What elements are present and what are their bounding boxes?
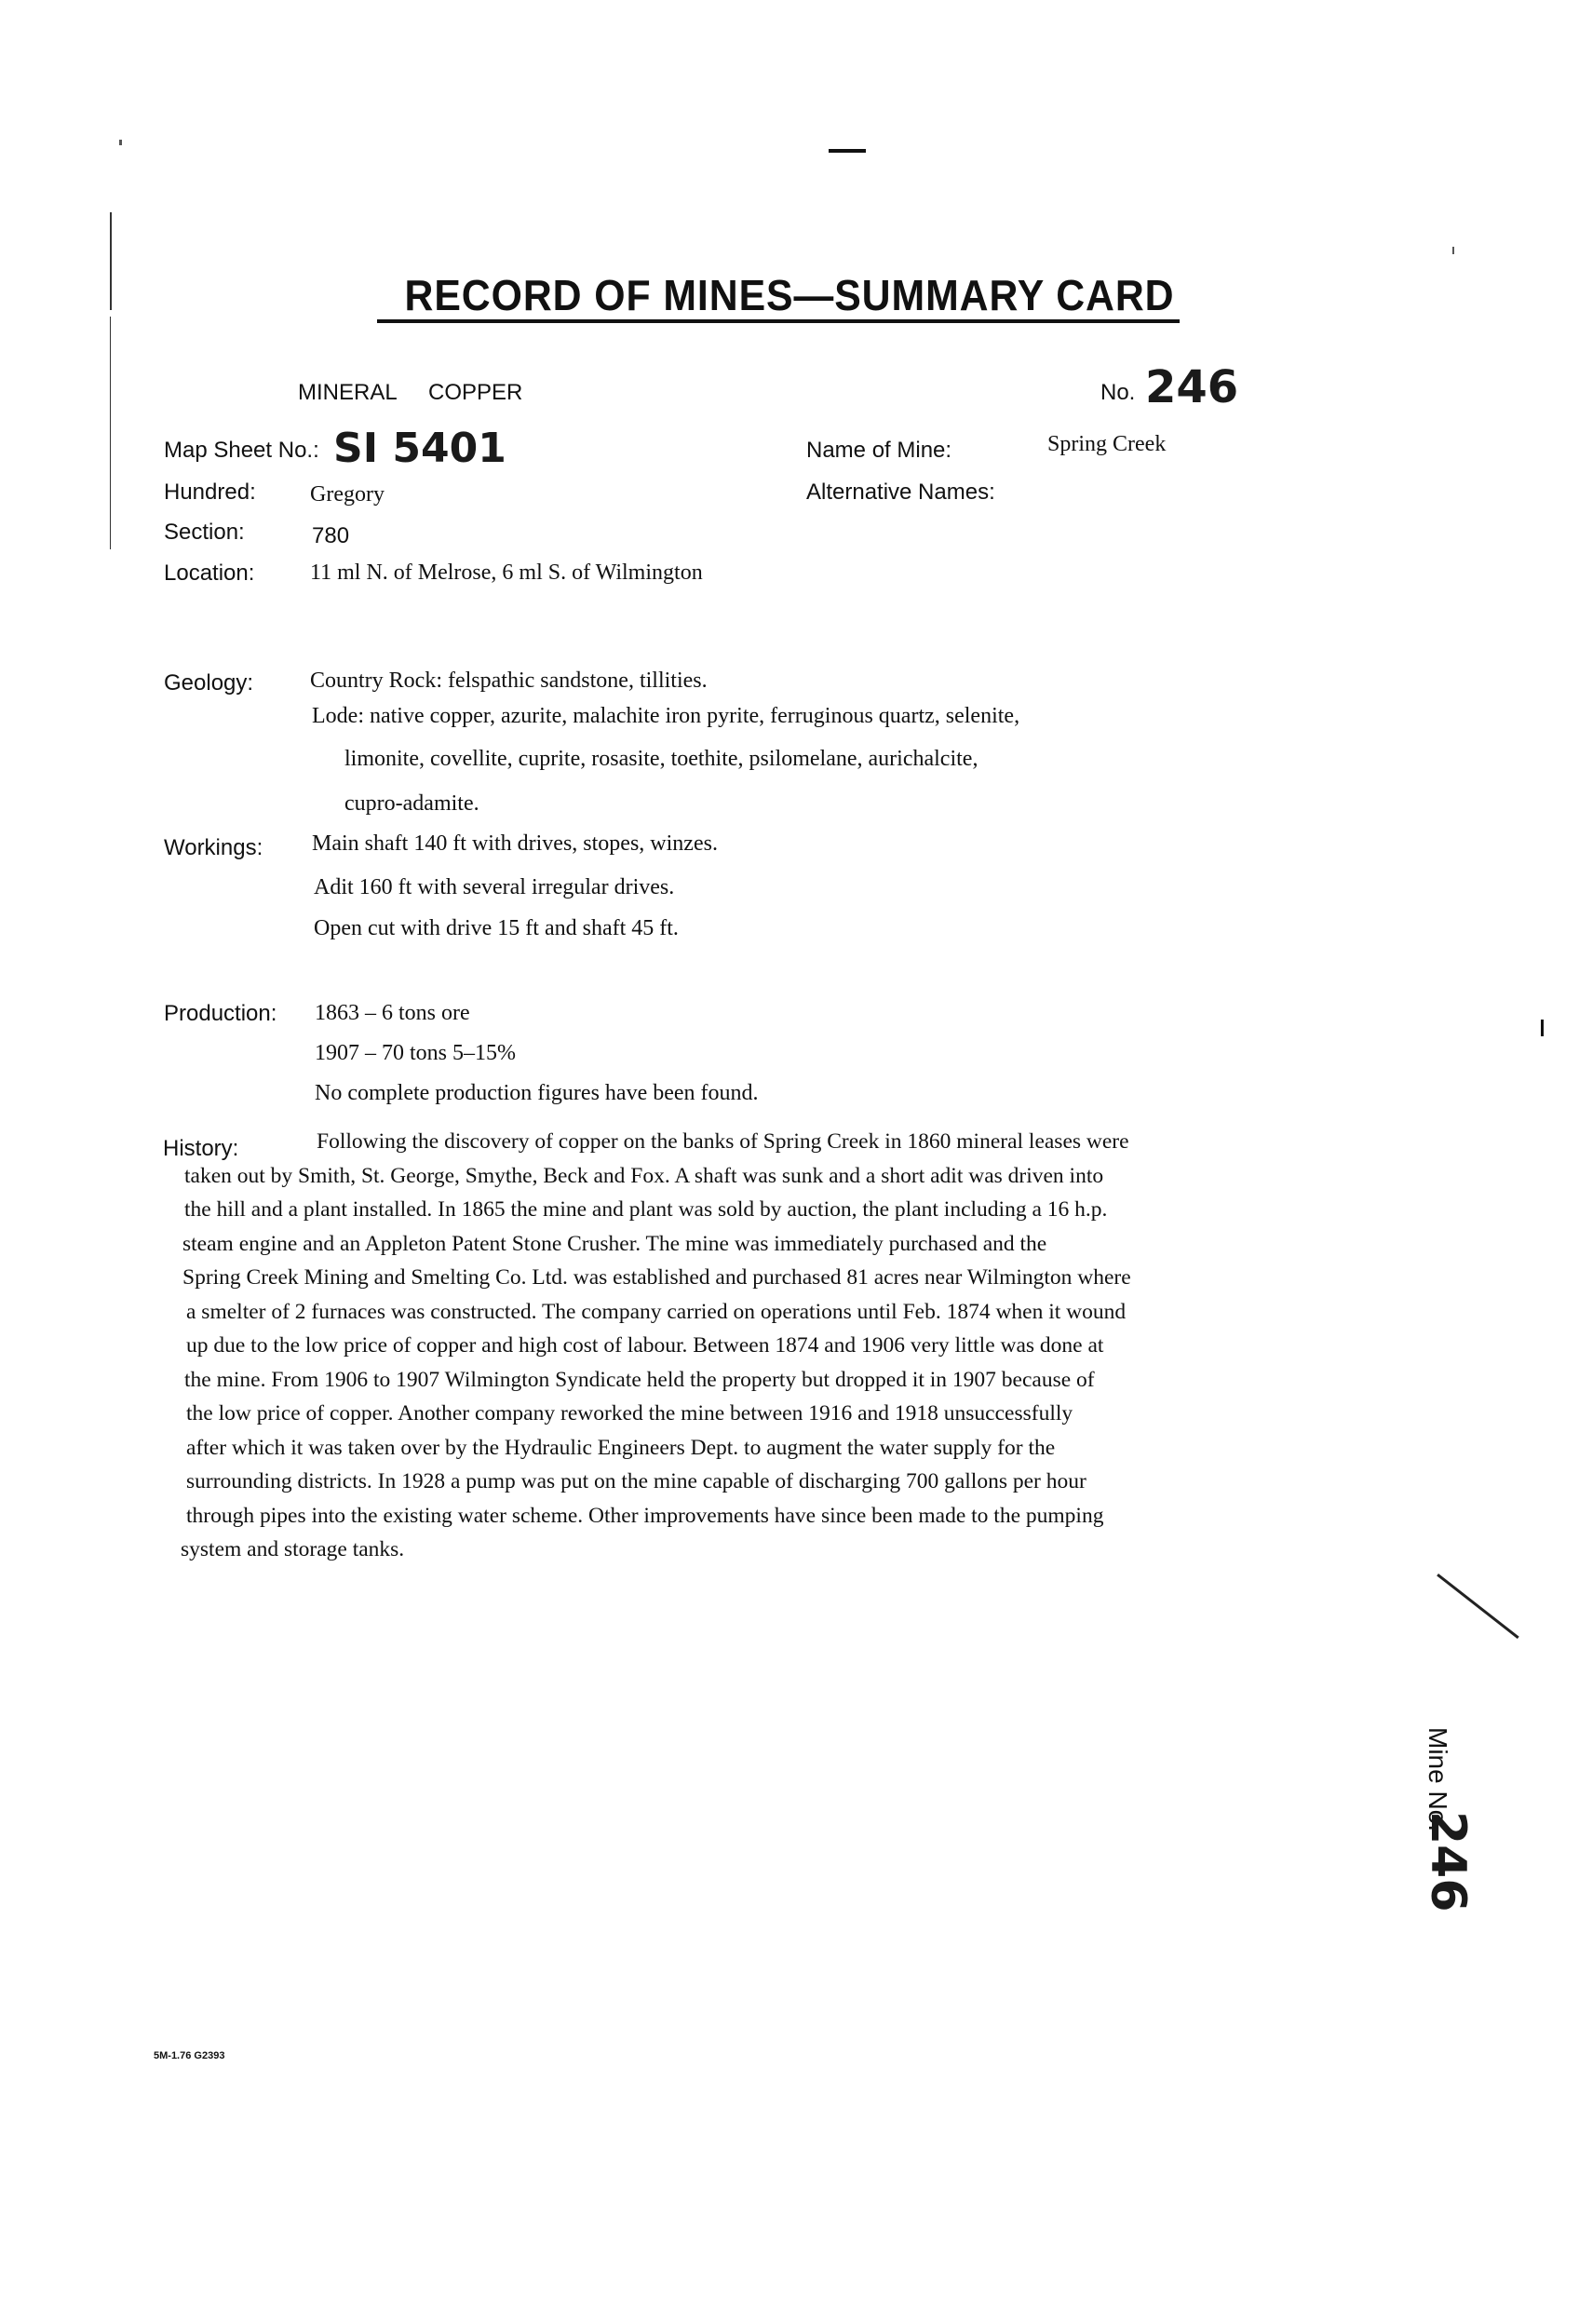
workings-line: Open cut with drive 15 ft and shaft 45 ft. [314, 916, 679, 940]
card-number-label: No. [1100, 380, 1136, 405]
history-line: through pipes into the existing water scheme. Other improvements have since been made to the pumping [186, 1503, 1104, 1528]
history-line: up due to the low price of copper and high cost of labour. Between 1874 and 1906 very little was done at [186, 1333, 1104, 1358]
scan-speck [1452, 247, 1454, 254]
binding-mark [110, 317, 111, 549]
hundred-value: Gregory [310, 482, 385, 507]
history-text [177, 1125, 1322, 1567]
mineral-label: MINERAL [298, 380, 398, 405]
section-value: 780 [312, 523, 350, 548]
location-value: 11 ml N. of Melrose, 6 ml S. of Wilmington [310, 561, 703, 585]
scan-mark [829, 149, 866, 153]
map-sheet-label: Map Sheet No.: [164, 438, 319, 463]
hundred-label: Hundred: [164, 480, 256, 505]
side-mine-number-label: Mine No. [1424, 1727, 1452, 1832]
geology-line: limonite, covellite, cuprite, rosasite, toethite, psilomelane, aurichalcite, [344, 747, 978, 771]
history-line: the low price of copper. Another company reworked the mine between 1916 and 1918 unsuccessfully [186, 1401, 1073, 1425]
mine-name-value: Spring Creek [1047, 432, 1167, 456]
history-line: Spring Creek Mining and Smelting Co. Ltd. was established and purchased 81 acres near Wilmington where [182, 1265, 1131, 1290]
section-label: Section: [164, 520, 245, 545]
side-slash-mark [1437, 1574, 1519, 1639]
history-line: the mine. From 1906 to 1907 Wilmington Syndicate held the property but dropped it in 1907 because of [184, 1367, 1095, 1392]
scan-speck [119, 140, 122, 145]
geology-line: Country Rock: felspathic sandstone, tillities. [310, 669, 708, 693]
production-label: Production: [164, 1001, 277, 1026]
history-line: a smelter of 2 furnaces was constructed. The company carried on operations until Feb. 1874 when it wound [186, 1299, 1127, 1324]
production-line: 1907 – 70 tons 5–15% [315, 1041, 516, 1065]
geology-label: Geology: [164, 670, 254, 696]
production-line: No complete production figures have been found. [315, 1081, 759, 1105]
map-sheet-value: SI 5401 [333, 425, 506, 472]
workings-line: Adit 160 ft with several irregular drives. [314, 875, 675, 899]
history-line: after which it was taken over by the Hydraulic Engineers Dept. to augment the water supply for the [186, 1435, 1056, 1460]
mineral-value: COPPER [428, 380, 523, 405]
card-number-value: 246 [1145, 361, 1239, 413]
geology-line: cupro-adamite. [344, 791, 479, 816]
history-label: History: [163, 1136, 239, 1161]
title-underline [377, 319, 1180, 323]
location-label: Location: [164, 561, 255, 586]
footer-print-code: 5M-1.76 G2393 [154, 2050, 225, 2061]
side-mine-number-value: 246 [1420, 1811, 1476, 1912]
workings-line: Main shaft 140 ft with drives, stopes, winzes. [312, 831, 718, 856]
history-line: taken out by Smith, St. George, Smythe, Beck and Fox. A shaft was sunk and a short adit was driven into [184, 1163, 1104, 1188]
history-line: Following the discovery of copper on the banks of Spring Creek in 1860 mineral leases were [317, 1129, 1129, 1154]
workings-label: Workings: [164, 835, 263, 860]
page-title: RECORD OF MINES—SUMMARY CARD [404, 271, 1175, 319]
history-line: steam engine and an Appleton Patent Stone Crusher. The mine was immediately purchased and the [182, 1231, 1047, 1256]
production-line: 1863 – 6 tons ore [315, 1001, 470, 1025]
alternative-names-label: Alternative Names: [806, 480, 995, 505]
scan-speck [1541, 1020, 1544, 1036]
history-line: the hill and a plant installed. In 1865 the mine and plant was sold by auction, the plant including a 16 h.p. [184, 1197, 1108, 1222]
mine-name-label: Name of Mine: [806, 438, 952, 463]
history-line: system and storage tanks. [181, 1537, 405, 1561]
geology-line: Lode: native copper, azurite, malachite iron pyrite, ferruginous quartz, selenite, [312, 704, 1020, 728]
history-line: surrounding districts. In 1928 a pump was put on the mine capable of discharging 700 gallons per hour [186, 1469, 1086, 1493]
